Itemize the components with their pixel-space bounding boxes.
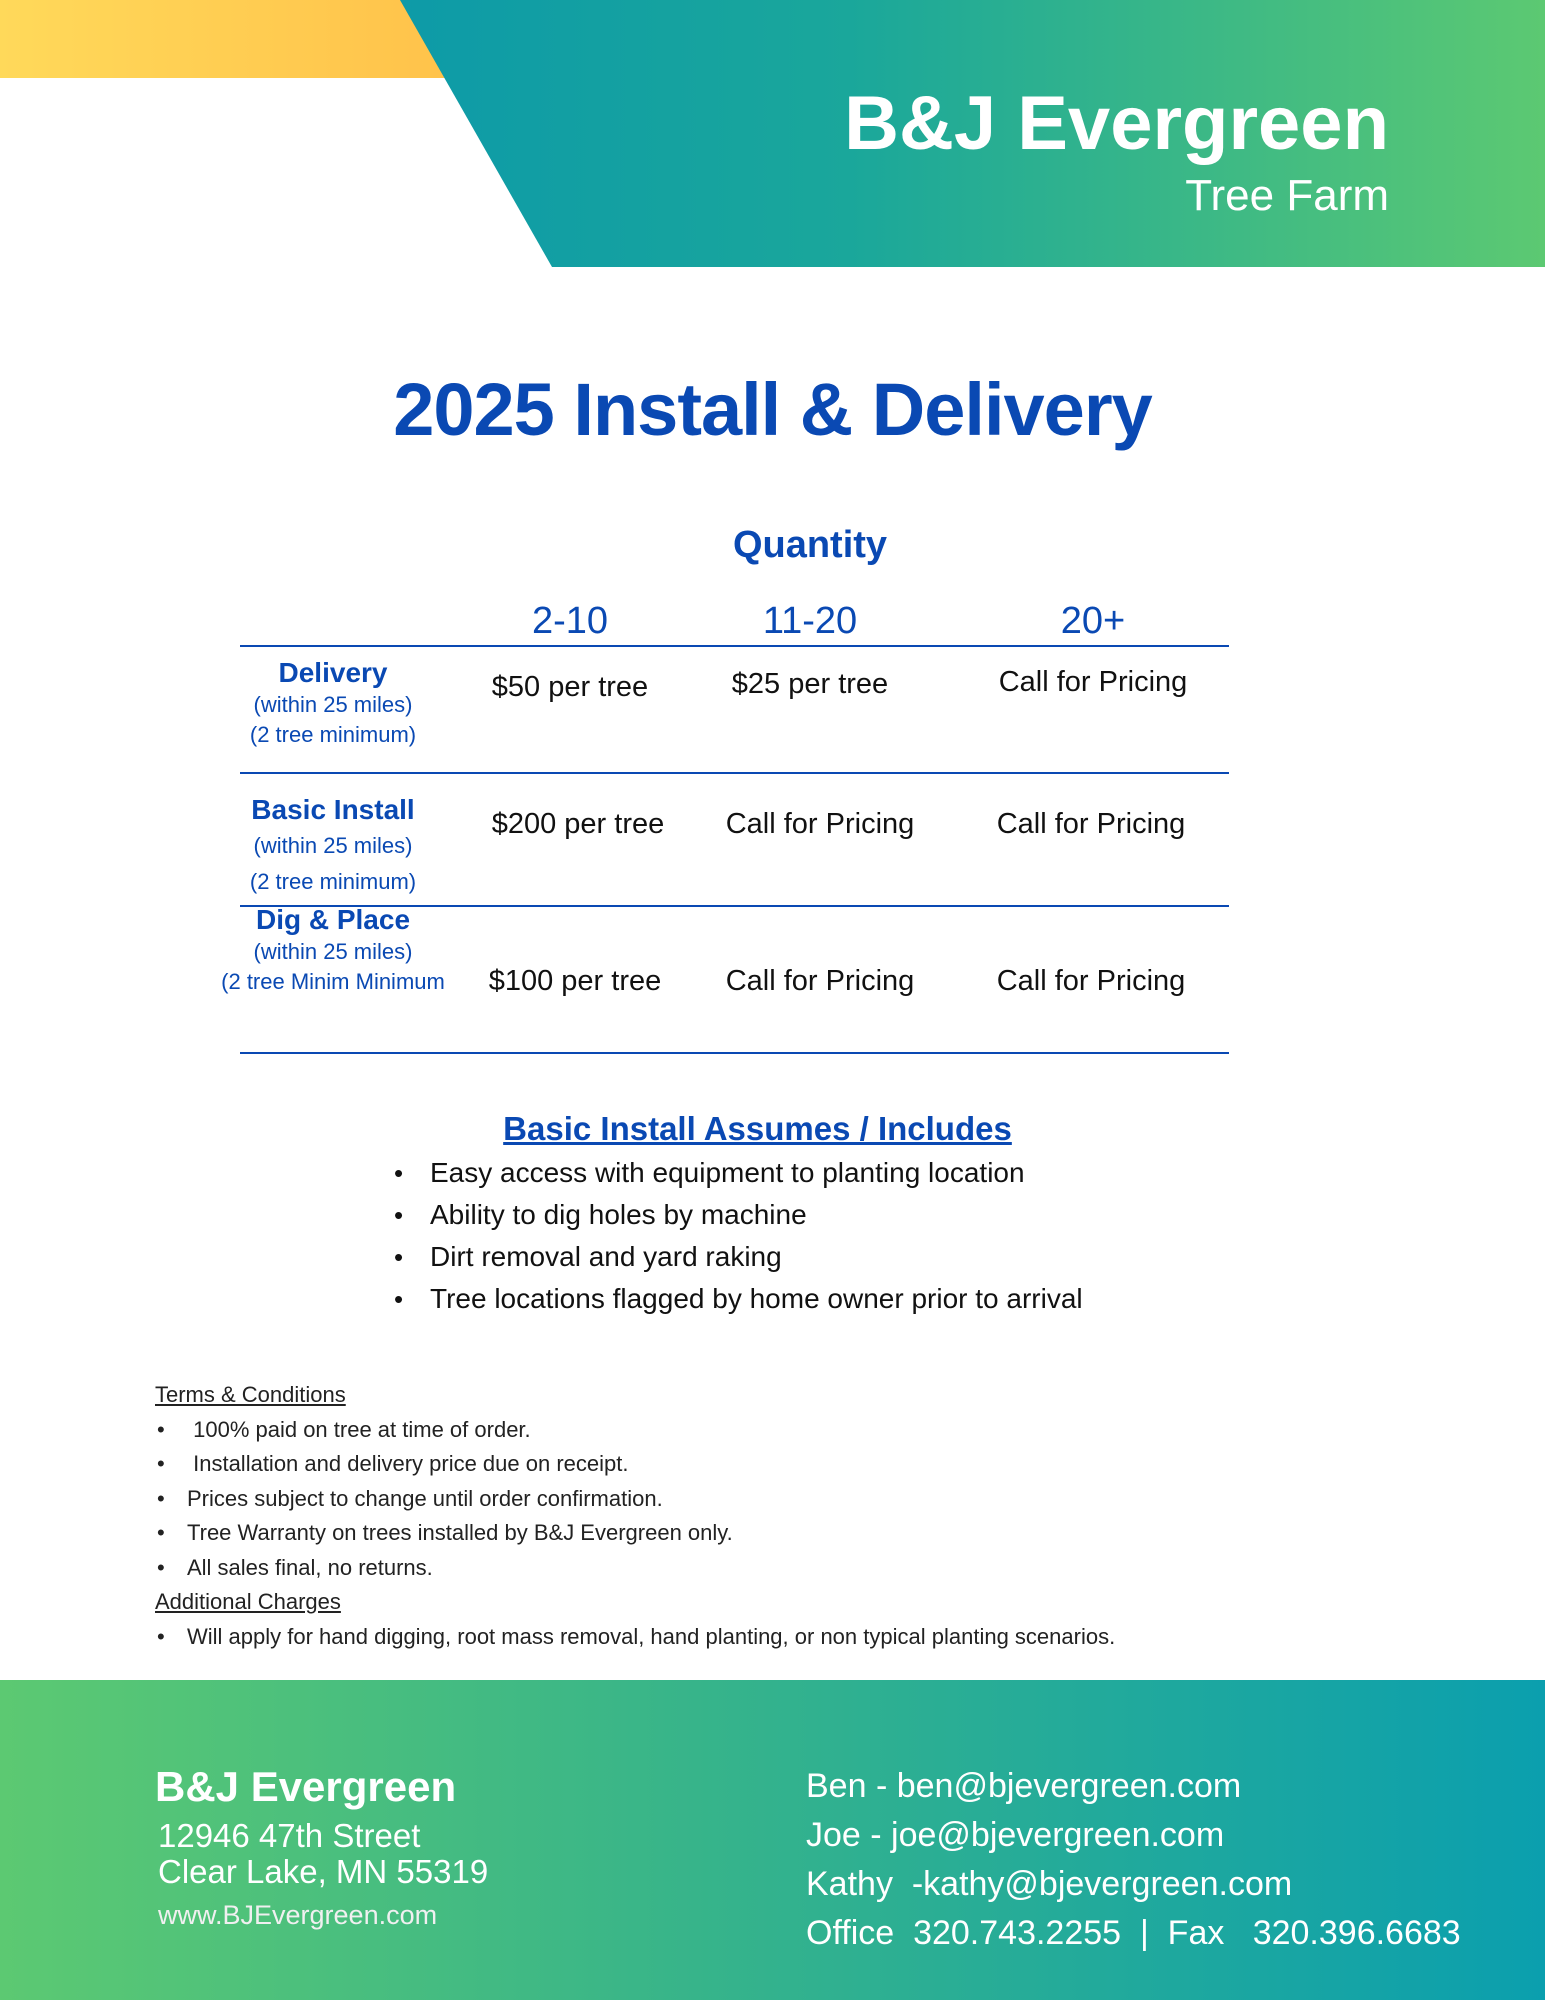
row-name: Delivery — [278, 657, 388, 688]
price-cell: Call for Pricing — [996, 808, 1186, 840]
list-item: • 100% paid on tree at time of order. — [155, 1413, 1115, 1448]
contact-line[interactable]: Joe - joe@bjevergreen.com — [806, 1816, 1225, 1854]
column-header: 20+ — [1060, 600, 1126, 642]
table-rule — [240, 772, 1229, 774]
row-note: (within 25 miles) — [253, 939, 413, 964]
list-item: • Dirt removal and yard raking — [394, 1236, 1083, 1278]
row-note: (within 25 miles) — [253, 833, 413, 858]
additional-charges-heading: Additional Charges — [155, 1589, 341, 1614]
brand-title: B&J Evergreen — [844, 81, 1389, 166]
includes-heading: Basic Install Assumes / Includes — [503, 1110, 1012, 1147]
row-note: (2 tree minimum) — [249, 722, 417, 747]
list-item: • Prices subject to change until order confirmation. — [155, 1482, 1115, 1517]
row-name: Basic Install — [251, 794, 415, 825]
includes-list — [394, 1152, 1083, 1320]
price-cell: $200 per tree — [491, 808, 665, 840]
contact-line: Office 320.743.2255 | Fax 320.396.6683 — [806, 1914, 1461, 1952]
footer-address — [158, 1818, 488, 1890]
footer-contacts — [806, 1762, 1461, 1958]
list-item: • Ability to dig holes by machine — [394, 1194, 1083, 1236]
table-rule — [240, 1052, 1229, 1054]
address-line: 12946 47th Street — [158, 1817, 421, 1854]
list-item: • All sales final, no returns. — [155, 1551, 1115, 1586]
row-name: Dig & Place — [255, 904, 411, 935]
contact-line[interactable]: Ben - ben@bjevergreen.com — [806, 1767, 1242, 1805]
price-cell: Call for Pricing — [996, 965, 1186, 997]
column-header: 11-20 — [762, 600, 858, 642]
footer — [0, 1680, 1545, 2000]
price-cell: $100 per tree — [488, 965, 662, 997]
price-cell: Call for Pricing — [725, 965, 915, 997]
price-cell: Call for Pricing — [725, 808, 915, 840]
table-rule — [240, 645, 1229, 647]
row-note: (2 tree minimum) — [249, 869, 417, 894]
row-label-basic-install — [200, 793, 466, 897]
row-label-dig-place — [200, 903, 466, 997]
column-header: 2-10 — [531, 600, 609, 642]
page-title: 2025 Install & Delivery — [393, 368, 1152, 451]
row-label-delivery — [200, 656, 466, 750]
address-line: Clear Lake, MN 55319 — [158, 1853, 489, 1890]
terms-heading: Terms & Conditions — [155, 1382, 346, 1407]
row-note: (2 tree Minim Minimum — [221, 969, 445, 994]
list-item: • Tree Warranty on trees installed by B&J Evergreen only. — [155, 1516, 1115, 1551]
price-cell: $50 per tree — [491, 671, 649, 703]
list-item: • Installation and delivery price due on receipt. — [155, 1447, 1115, 1482]
row-note: (within 25 miles) — [253, 692, 413, 717]
quantity-heading: Quantity — [732, 524, 888, 566]
brand-subtitle: Tree Farm — [1185, 171, 1389, 220]
contact-line[interactable]: Kathy -kathy@bjevergreen.com — [806, 1865, 1293, 1903]
price-cell: Call for Pricing — [998, 666, 1188, 698]
list-item: • Tree locations flagged by home owner prior to arrival — [394, 1278, 1083, 1320]
list-item: • Easy access with equipment to planting location — [394, 1152, 1083, 1194]
footer-website-link[interactable]: www.BJEvergreen.com — [158, 1900, 438, 1930]
price-cell: $25 per tree — [731, 668, 889, 700]
list-item: • Will apply for hand digging, root mass removal, hand planting, or non typical planting scenarios. — [155, 1620, 1115, 1655]
terms-section — [155, 1378, 1115, 1654]
footer-company-name: B&J Evergreen — [155, 1763, 457, 1810]
header-accent-yellow — [0, 0, 460, 78]
